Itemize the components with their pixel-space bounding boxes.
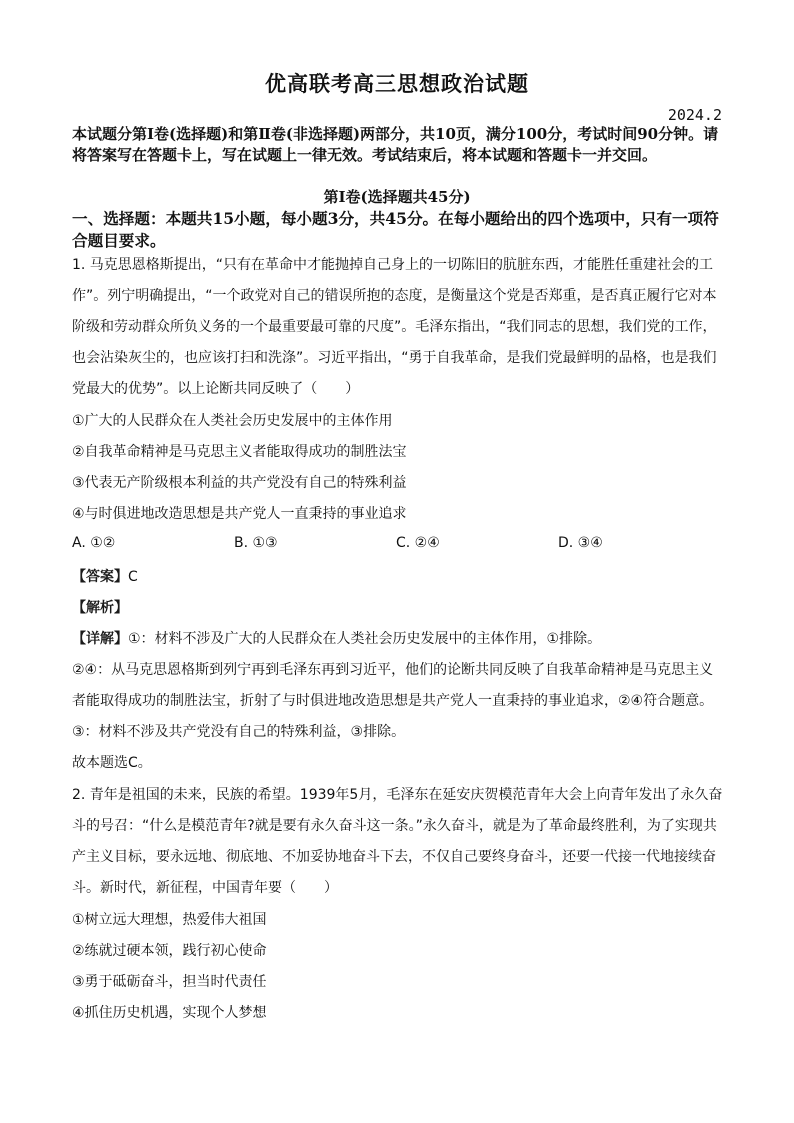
detail-label: 【详解】 — [72, 631, 128, 647]
question-1-option-4: ④与时俱进地改造思想是共产党人一直秉持的事业追求 — [72, 506, 407, 522]
question-2-stem: 2. 青年是祖国的未来，民族的希望。1939年5月，毛泽东在延安庆贺模范青年大会上向青年发出了永久奋斗的号召：“什么是模范青年?就是要有永久奋斗这一条。”永久奋斗，就是为了革命最终胜利，为了实现共产主义目标，要永远地、彻底地、不加妥协地奋斗下去，不仅自己要终身奋斗，还要一代接一代地接续奋斗。新时代，新征程，中国青年要（ ） — [72, 787, 723, 896]
question-1-option-3: ③代表无产阶级根本利益的共产党没有自己的特殊利益 — [72, 475, 407, 491]
part-title: 第Ⅰ卷(选择题共45分) — [323, 188, 471, 206]
question-2-option-2: ②练就过硬本领，践行初心使命 — [72, 943, 267, 959]
section-title: 一、选择题：本题共15小题，每小题3分，共45分。在每小题给出的四个选项中，只有一项符合题目要求。 — [72, 209, 719, 250]
question-1-option-1: ①广大的人民群众在人类社会历史发展中的主体作用 — [72, 413, 393, 429]
detail-line-3: ③：材料不涉及共产党没有自己的特殊利益，③排除。 — [72, 724, 406, 740]
choice-b: B. ①③ — [234, 535, 278, 551]
detail-line-2b: 者能取得成功的制胜法宝，折射了与时俱进地改造思想是共产党人一直秉持的事业追求，②④符合题意。 — [72, 693, 714, 709]
choice-d: D. ③④ — [558, 535, 603, 551]
question-2-option-4: ④抓住历史机遇，实现个人梦想 — [72, 1005, 267, 1021]
question-2-option-1: ①树立远大理想，热爱伟大祖国 — [72, 912, 267, 928]
answer-label: 【答案】 — [72, 569, 128, 585]
detail-text-1: ①：材料不涉及广大的人民群众在人类社会历史发展中的主体作用，①排除。 — [128, 631, 602, 647]
answer-value: C — [128, 569, 138, 585]
choice-c: C. ②④ — [396, 535, 440, 551]
answer-line — [72, 566, 138, 586]
question-1-option-2: ②自我革命精神是马克思主义者能取得成功的制胜法宝 — [72, 444, 407, 460]
question-1-stem: 1. 马克思恩格斯提出，“只有在革命中才能抛掉自己身上的一切陈旧的肮脏东西，才能胜任重建社会的工作”。列宁明确提出，“一个政党对自己的错误所抱的态度，是衡量这个党是否郑重，是否真正履行它对本阶级和劳动群众所负义务的一个最重要最可靠的尺度”。毛泽东指出，“我们同志的思想，我们党的工作，也会沾染灰尘的，也应该打扫和洗涤”。习近平指出，“勇于自我革命，是我们党最鲜明的品格，也是我们党最大的优势”。以上论断共同反映了（ ） — [72, 257, 717, 397]
conclusion-line: 故本题选C。 — [72, 755, 152, 771]
question-2-option-3: ③勇于砥砺奋斗，担当时代责任 — [72, 974, 267, 990]
detail-line-1 — [72, 628, 601, 648]
page-title: 优高联考高三思想政治试题 — [265, 71, 529, 96]
choice-a: A. ①② — [72, 535, 116, 551]
analysis-label: 【解析】 — [72, 600, 128, 616]
analysis-line — [72, 597, 128, 617]
exam-instructions: 本试题分第Ⅰ卷(选择题)和第Ⅱ卷(非选择题)两部分，共10页，满分100分，考试时间90分钟。请将答案写在答题卡上，写在试题上一律无效。考试结束后，将本试题和答题卡一并交回。 — [72, 125, 719, 164]
exam-date: 2024.2 — [667, 106, 722, 124]
detail-line-2a: ②④：从马克思恩格斯到列宁再到毛泽东再到习近平，他们的论断共同反映了自我革命精神是马克思主义 — [72, 662, 714, 678]
